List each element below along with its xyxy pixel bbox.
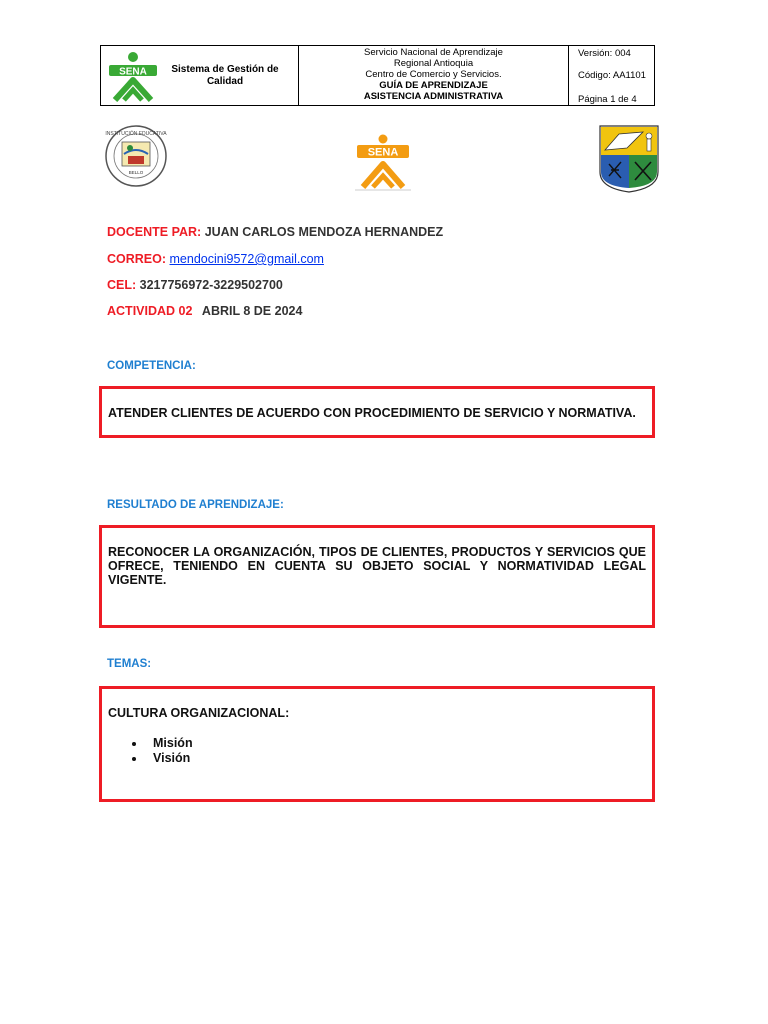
page-label: Página 1 de 4 [578, 94, 637, 105]
school-emblem-sub: BELLO [128, 170, 144, 175]
topics-box [99, 686, 655, 802]
sena-center-logo-text: SENA [367, 146, 399, 159]
list-item [130, 736, 193, 751]
bullet-icon [132, 757, 136, 761]
phone-label: CEL: [107, 278, 137, 292]
sena-logo-text: SENA [119, 66, 147, 78]
document-header-table [100, 45, 655, 106]
list-item [130, 751, 193, 766]
teacher-label: DOCENTE PAR: [107, 225, 202, 239]
phone-line [107, 278, 283, 292]
sena-logo-icon [107, 50, 159, 102]
version-label: Versión: 004 [578, 48, 631, 59]
learning-result-box [99, 525, 655, 628]
competence-heading: COMPETENCIA: [107, 360, 196, 372]
header-line-3: Centro de Comercio y Servicios. [365, 69, 502, 80]
quality-system-label: Sistema de Gestión de Calidad [171, 64, 279, 87]
topic-item-vision: Visión [153, 751, 191, 765]
topics-heading: TEMAS: [107, 658, 152, 670]
activity-line [107, 304, 302, 318]
learning-result-heading: RESULTADO DE APRENDIZAJE: [107, 499, 284, 511]
sena-center-logo-icon [351, 133, 415, 191]
program-name: ASISTENCIA ADMINISTRATIVA [363, 91, 504, 102]
code-label: Código: AA1101 [578, 70, 646, 81]
header-right-cell [569, 46, 654, 105]
email-label: CORREO: [107, 252, 167, 266]
institution-shield-icon [597, 124, 661, 194]
header-line-1: Servicio Nacional de Aprendizaje [364, 47, 503, 58]
email-link[interactable]: mendocini9572@gmail.com [169, 252, 324, 266]
activity-date: ABRIL 8 DE 2024 [201, 304, 303, 318]
header-logo-cell [101, 46, 299, 105]
guide-title: GUÍA DE APRENDIZAJE [379, 80, 488, 91]
teacher-name: JUAN CARLOS MENDOZA HERNANDEZ [204, 225, 444, 239]
competence-box [99, 386, 655, 438]
competence-text: ATENDER CLIENTES DE ACUERDO CON PROCEDIMIENTO DE SERVICIO Y NORMATIVA. [108, 406, 636, 420]
school-emblem-icon [104, 124, 168, 188]
topics-title: CULTURA ORGANIZACIONAL: [108, 706, 290, 720]
header-center-cell [299, 46, 569, 105]
school-emblem-label: INSTITUCIÓN EDUCATIVA [105, 131, 167, 137]
bullet-icon [132, 742, 136, 746]
topic-item-mision: Misión [153, 736, 193, 750]
email-line [107, 252, 324, 266]
header-line-2: Regional Antioquia [393, 58, 474, 69]
topics-list [130, 736, 193, 766]
phone-number: 3217756972-3229502700 [139, 278, 283, 292]
activity-label: ACTIVIDAD 02 [107, 304, 193, 318]
learning-result-text: RECONOCER LA ORGANIZACIÓN, TIPOS DE CLIENTES, PRODUCTOS Y SERVICIOS QUE OFRECE, TENIENDO EN CUENTA SU OBJETO SOCIAL Y NORMATIVIDAD LEGAL VIGENTE. [108, 545, 646, 587]
teacher-line [107, 225, 443, 239]
